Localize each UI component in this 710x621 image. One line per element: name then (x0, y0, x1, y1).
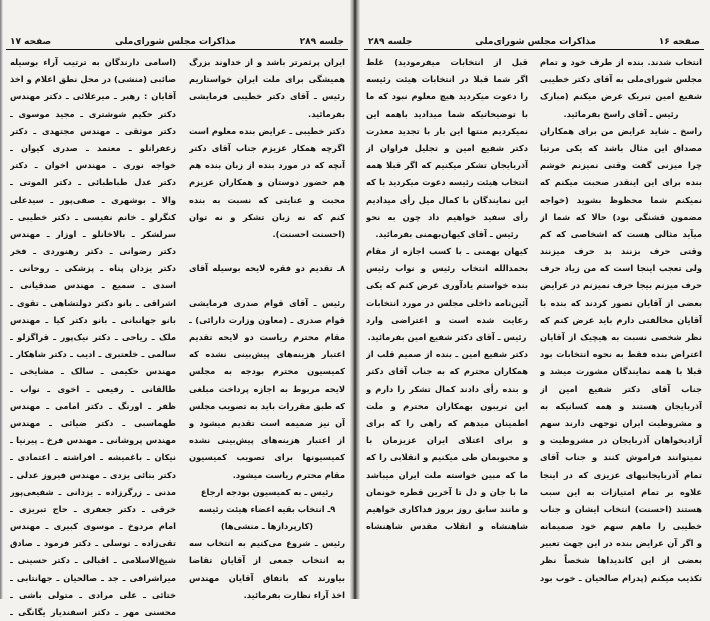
text-line: اگر شما قبلا در انتخابات هیئت رئیسه (366, 74, 528, 85)
text-line: دکتر خطیبی ـ عرایض بنده معلوم است (189, 125, 345, 136)
text-line: (اسامی دارندگان به ترتیب آراء بوسیله (10, 57, 176, 67)
text-line: دکتر عدل طباطبائی ـ دکتر الموتی ـ (10, 177, 176, 188)
text-line: آذربایجان تشکر میکنیم که اگر قبلا همه (366, 160, 528, 171)
text-line: اسدی ـ سمیع ـ مهندس صدقیانی ـ (10, 280, 176, 291)
text-line: اشراقی ـ بانو دکتر دولتشاهی ـ تقوی ـ (10, 297, 176, 308)
text-line: ملک ـ ریاحی ـ دکتر نیک‌پور ـ قراگزلو ـ (10, 332, 176, 342)
text-line: بنده برای این اینقدر صحبت میکنم که (540, 177, 702, 188)
text-line: ولی تعجب اینجا است که من زیاد حرف (540, 263, 702, 274)
page-number: صفحه ۱۶ (658, 37, 700, 47)
text-line: ما با جان و دل تا آخرین قطره خونمان (366, 486, 528, 497)
text-column-left (366, 54, 528, 535)
text-line: آئین‌نامه داخلی مجلس در مورد انتخابات (366, 297, 528, 308)
section-heading: ۸ـ تقدیم دو فقره لایحه بوسیله آقای (189, 263, 345, 274)
text-line: ما که مبین خواسته ملت ایران میباشد (366, 469, 528, 480)
text-line: آن نیز ضمیمه است تقدیم میشود و (189, 417, 345, 428)
text-line: اخذ آراء نظارت بفرمائید. (243, 589, 345, 600)
text-line: و اگر آن عرایض بنده در این جهت تعبیر (540, 538, 702, 549)
text-line: اطمینان میدهم که راهی را که برای (366, 417, 528, 428)
right-page (364, 0, 704, 599)
text-line: آذربایجان هستند و همه کسانیکه به (540, 400, 702, 411)
text-line: بحمدالله انتخاب رئیس و نواب رئیس (366, 263, 528, 274)
text-line: مقام محترم ریاست میشود. (232, 469, 345, 480)
text-line: لایحه مربوط به اجازه پرداخت مبلغی (189, 383, 345, 394)
text-line: امام مردوخ ـ موسوی کبیری ـ مهندس (10, 521, 176, 532)
section-heading: رئیس ـ به کمیسیون بودجه ارجاع (200, 486, 334, 497)
text-line: چرا میزنی گفت وقتی نمیزنم خوشم (540, 160, 702, 171)
text-line: نمیکنم شما محظوظ بشوید (خواجه (540, 194, 702, 205)
text-line: دکتر بنائی یزدی ـ مهندس فیروز عدلی ـ (10, 469, 176, 480)
text-line: خطیبی را ماهم سهم خود صمیمانه (540, 521, 702, 532)
text-line: این نمایندگان با کمال میل رأی میدادیم (366, 194, 528, 205)
text-line: سرلشکر ـ بالاخانلو ـ اوزار ـ مهندس (10, 228, 176, 239)
text-line: و بنده رأی دادند کمال تشکر را دارم و (366, 383, 528, 394)
text-line (189, 243, 345, 260)
text-line: بیاورند که باتفاق آقایان مهندس (189, 572, 345, 583)
text-line: همکاران محترم که به جناب آقای دکتر (366, 366, 528, 377)
text-line: را دعوت میکردید هیچ معلوم نبود که ما (366, 91, 528, 102)
text-line: طهماسبی ـ دکتر ضیائی ـ مهندس (10, 417, 176, 428)
text-line: کنگرلو ـ خانم نفیسی ـ دکتر خطیبی ـ (10, 211, 176, 222)
text-line: رأی سفید خواهیم داد چون به نحو (366, 211, 528, 222)
text-line (189, 277, 345, 294)
page-header (6, 33, 348, 50)
text-line: جناب آقای دکتر شفیع امین از (540, 383, 702, 394)
text-line: قبل از انتخابات میفرمودید) غلط (366, 57, 528, 67)
text-line: بعضی از این کاندیداها شخصاً نظر (540, 555, 702, 566)
text-line: مجلس شورای‌ملی به آقای دکتر خطیبی (540, 74, 702, 85)
text-line: با توضیحاتیکه شما میدادید باهمه این (366, 108, 528, 119)
text-line: مصداق این مثال باشد که یکی مرتبا (540, 142, 702, 153)
text-line: اگرچه همکار عزیزم جناب آقای دکتر (189, 142, 345, 153)
text-line: محبت و عنایتی که نسبت به بنده (189, 194, 345, 205)
text-line: نمیکردیم منتها این بار با تجدید معذرت (366, 125, 528, 136)
text-line: آقایان : رهبر ـ میرعلائی ـ دکتر مهندس (10, 91, 176, 102)
text-line: دکتر حکیم شوشتری ـ مجید موسوی ـ (10, 108, 176, 119)
section-heading: رئیس ـ آقای راسخ بفرمائید. (563, 108, 679, 119)
text-line: بعضی از آقایان تصور کردند که بنده با (540, 297, 702, 308)
running-title: مذاکرات مجلس شورای‌ملی (475, 37, 597, 47)
text-line: قبلا با همه نمایندگان مشورت میشد و (540, 366, 702, 377)
text-line: محسنی مهر ـ دکتر اسفندیار یگانگی ـ (10, 607, 176, 617)
text-line: ختائی ـ علی مرادی ـ متولی باشی ـ (10, 589, 176, 600)
text-line: حرف میزنم بیجا حرف نمیزنم در عرایض (540, 280, 702, 291)
text-line: هستند (احسنت) انتخاب ایشان و جناب (540, 503, 702, 514)
text-line: اعتراض بنده فقط به نحوه انتخابات بود (540, 349, 702, 360)
text-line: وقتی حرف بزنند بد حرف میزنند (540, 246, 702, 257)
text-line: مهندس پروشانی ـ مهندس فرخ ـ پیرنیا ـ (10, 435, 176, 446)
text-line: والا ـ بوشهری ـ صفی‌پور ـ سیدعلی (10, 194, 176, 205)
left-page (6, 0, 348, 617)
text-line: و محبوبمان طی میکنیم و انقلابی را که (366, 452, 528, 463)
text-line: مهندس حکیمی ـ سالک ـ مشایخی ـ (10, 366, 176, 377)
text-line: همیشگی برای ملت ایران خواستاریم (189, 74, 345, 85)
text-line: آنچه که در مورد بنده از زبان بنده هم (189, 160, 345, 171)
text-line: ایران پرثمرتر باشد و از خداوند بزرگ (189, 57, 345, 67)
text-line: رعایت شده است و اعتراضی وارد (366, 314, 528, 325)
text-line: و برای اعتلای ایران عزیزمان با (366, 435, 528, 446)
text-line: کمیسیون محترم بودجه به مجلس (189, 366, 345, 377)
book-gutter (350, 0, 360, 599)
text-line: میراشرافی ـ جد ـ صالحیان ـ جهانتابی ـ (10, 572, 176, 583)
section-heading: (کارپردازها ـ منشی‌ها) (220, 521, 314, 532)
text-line: صائبی (منشی) در محل نطق اعلام و اخذ (10, 74, 176, 85)
text-line: این تریبون بهمکاران محترم و ملت (366, 400, 528, 411)
text-line: به انتخاب جمعی از آقایان تقاضا (189, 555, 345, 566)
text-line: بانو جهانبانی ـ بانو دکتر کیا ـ مهندس (10, 314, 176, 325)
text-line: دکتر شفیع امین ـ بنده از صمیم قلب از (366, 349, 528, 360)
text-line: دکتر رضوانی ـ دکتر رهنوردی ـ فخر (10, 246, 176, 257)
text-line: انتخاب هیئت رئیسه دعوت میکردید با که (366, 177, 528, 188)
text-line: نمیتوانند فراموش کنند و جناب آقای (540, 452, 702, 463)
text-line: آزادیخواهان آذربایجان در مشروطیت و (540, 435, 702, 446)
text-line: خواجه نوری ـ مهندس اخوان ـ دکتر (10, 160, 176, 171)
text-line: طالقانی ـ رفیعی ـ اخوی ـ نواب ـ (10, 383, 176, 394)
text-column-right (540, 54, 702, 587)
text-line: دکتر موثقی ـ مهندس مجتهدی ـ دکتر (10, 125, 176, 136)
section-heading: ۹ـ انتخاب بقیه اعضاء هیئت رئیسه (198, 503, 336, 514)
text-line: شفیع امین تبریک عرض میکنم (مبارک (540, 91, 702, 102)
text-line: اعتبار هزینه‌های پیش‌بینی نشده که (189, 349, 345, 360)
text-line: و مانند سابق روز بروز فداکاری خواهیم (366, 503, 528, 514)
page-header (364, 33, 704, 50)
text-line: مدنی ـ زرگرزاده ـ یزدانی ـ شفیعی‌پور (10, 486, 176, 497)
text-column-right (189, 54, 345, 604)
text-line: خرقی ـ دکتر جعفری ـ حاج تبریزی ـ (10, 503, 176, 514)
text-line: مقام محترم ریاست دو لایحه تقدیم (189, 332, 345, 342)
text-line: کمیسیونها برای تصویب کمیسیون (189, 452, 345, 463)
text-line: راسخ ـ شاید عرایض من برای همکاران (540, 125, 702, 136)
session-number: جلسه ۲۸۹ (299, 37, 344, 47)
page-number: صفحه ۱۷ (10, 37, 52, 47)
text-line: ظفر ـ اورنگ ـ دکتر امامی ـ مهندس (10, 400, 176, 411)
session-number: جلسه ۲۸۹ (368, 37, 413, 47)
text-line: زعفرانلو ـ معتمد ـ صدری کیوان ـ (10, 142, 176, 153)
text-line: رئیس ـ شروع می‌کنیم به انتخاب سه (189, 538, 345, 549)
text-line: بفرمائید. (308, 108, 345, 119)
running-title: مذاکرات مجلس شورای‌ملی (114, 37, 236, 47)
text-line: از اعتبار هزینه‌های پیش‌بینی نشده (189, 435, 345, 446)
text-line: نظر شخصی نسبت به هیچیک از آقایان (540, 332, 702, 342)
text-line: سالمی ـ خلعتبری ـ ادیب ـ دکتر شاهکار ـ (10, 349, 176, 360)
text-line: هم حضور دوستان و همکاران عزیزم (189, 177, 345, 188)
scan-edge (0, 0, 3, 599)
text-line: کنم که نه زبان تشکر و نه توان (189, 211, 345, 222)
text-line: بنده خواستم یادآوری عرض کنم که یکی (366, 280, 528, 291)
text-line: (احسنت احسنت). (272, 228, 345, 239)
text-line: دکتر یزدان پناه ـ پزشکی ـ روحانی ـ (10, 263, 176, 274)
text-line: انتخاب شدند. بنده از طرف خود و تمام (540, 57, 702, 67)
text-line: قوام صدری ـ (معاون وزارت دارائی) ـ (189, 314, 345, 325)
text-line: کیهان بهمنی ـ با کسب اجازه از مقام (366, 246, 528, 257)
text-line: تقی‌زاده ـ توسلی ـ دکتر فرمود ـ صادق (10, 538, 176, 549)
text-line: رئیس ـ آقای دکتر خطیبی فرمایشی (189, 91, 345, 102)
text-line: شاهنشاه و انقلاب مقدس شاهنشاه (366, 521, 528, 532)
text-column-left (10, 54, 176, 621)
text-line: دکتر شفیع امین و تجلیل فراوان از (366, 142, 528, 153)
section-heading: رئیس ـ آقای کیهان‌بهمنی بفرمائید. (375, 228, 519, 239)
text-line: میآید مثالی هست که اشخاصی که کم (540, 228, 702, 239)
text-line: نیکان ـ باغمیشه ـ افراشته ـ اعتمادی ـ (10, 452, 176, 463)
text-line: آقایان مخالفتی دارم باید عرض کنم که (540, 314, 702, 325)
text-line: مضمون قشنگی بود) حالا که شما از (540, 211, 702, 222)
text-line: شیخ‌الاسلامی ـ اقبالی ـ دکتر حسینی ـ (10, 555, 176, 566)
text-line: که طبق مقررات باید به تصویب مجلس (189, 400, 345, 411)
section-heading: رئیس ـ آقای دکتر شفیع امین بفرمائید. (367, 332, 527, 342)
text-line: تمام آذربایجانیهای عزیزی که در اینجا (540, 469, 702, 480)
text-line: علاوه بر تمام امتیازات به این سبب (540, 486, 702, 497)
text-line: و مشروطیت ایران توجهی دارند سهم (540, 417, 702, 428)
text-line: رئیس ـ آقای قوام صدری فرمایشی (189, 297, 345, 308)
text-line: تکذیب میکنم (پدرام صالحیان ـ خوب بود (540, 572, 702, 583)
